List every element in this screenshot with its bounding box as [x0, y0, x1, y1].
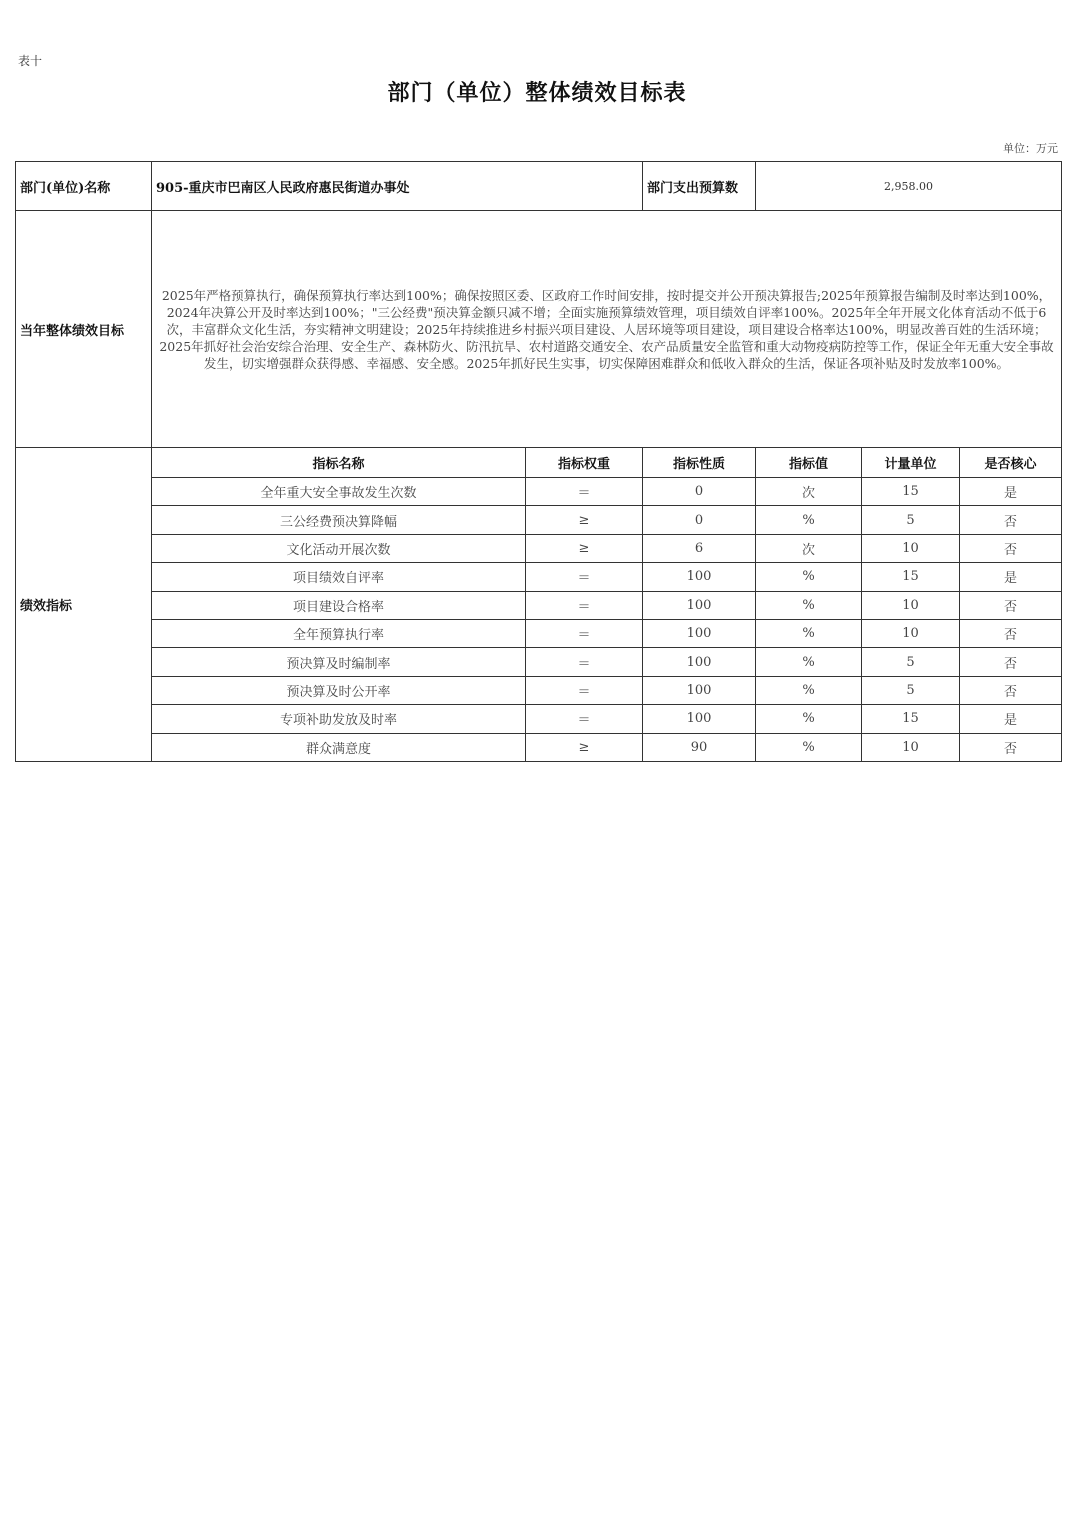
table-row [16, 591, 1062, 619]
nature-cell: 90 [643, 733, 756, 761]
budget-label: 部门支出预算数 [643, 162, 756, 211]
indicator-name-cell: 预决算及时编制率 [152, 648, 526, 676]
unit-cell: 5 [862, 676, 960, 704]
table-number-label: 表十 [18, 54, 43, 68]
annual-goal-label: 当年整体绩效目标 [16, 211, 152, 448]
value-cell: % [756, 676, 862, 704]
indicator-name-cell: 预决算及时公开率 [152, 676, 526, 704]
weight-cell: ＝ [526, 563, 643, 591]
performance-goal-table [15, 161, 1062, 762]
table-row [16, 534, 1062, 562]
table-row [16, 619, 1062, 647]
core-cell: 否 [960, 591, 1062, 619]
value-cell: % [756, 705, 862, 733]
unit-note: 单位：万元 [1003, 142, 1058, 155]
value-cell: % [756, 648, 862, 676]
table-row [16, 563, 1062, 591]
table-row [16, 478, 1062, 506]
nature-cell: 100 [643, 676, 756, 704]
nature-cell: 100 [643, 648, 756, 676]
table-row [16, 733, 1062, 761]
unit-header: 计量单位 [862, 448, 960, 478]
nature-cell: 100 [643, 619, 756, 647]
indicator-name-header: 指标名称 [152, 448, 526, 478]
table-row [16, 676, 1062, 704]
value-cell: % [756, 619, 862, 647]
unit-cell: 15 [862, 705, 960, 733]
annual-goal-row [16, 211, 1062, 448]
nature-cell: 100 [643, 705, 756, 733]
value-cell: % [756, 506, 862, 534]
indicator-name-cell: 文化活动开展次数 [152, 534, 526, 562]
weight-cell: ＝ [526, 619, 643, 647]
core-cell: 否 [960, 506, 1062, 534]
core-cell: 是 [960, 478, 1062, 506]
weight-cell: ＝ [526, 591, 643, 619]
unit-cell: 10 [862, 733, 960, 761]
table-row [16, 705, 1062, 733]
unit-cell: 15 [862, 563, 960, 591]
nature-cell: 100 [643, 563, 756, 591]
table-row [16, 506, 1062, 534]
weight-cell: ＝ [526, 705, 643, 733]
nature-cell: 6 [643, 534, 756, 562]
indicators-label: 绩效指标 [16, 448, 152, 762]
core-cell: 是 [960, 705, 1062, 733]
page-title: 部门（单位）整体绩效目标表 [387, 80, 687, 106]
core-cell: 否 [960, 676, 1062, 704]
dept-name-label: 部门(单位)名称 [16, 162, 152, 211]
department-row [16, 162, 1062, 211]
table-row [16, 648, 1062, 676]
value-cell: 次 [756, 534, 862, 562]
indicator-name-cell: 项目绩效自评率 [152, 563, 526, 591]
weight-header: 指标权重 [526, 448, 643, 478]
weight-cell: ＝ [526, 676, 643, 704]
core-cell: 否 [960, 733, 1062, 761]
indicator-name-cell: 全年重大安全事故发生次数 [152, 478, 526, 506]
nature-cell: 100 [643, 591, 756, 619]
value-cell: % [756, 563, 862, 591]
indicator-name-cell: 全年预算执行率 [152, 619, 526, 647]
unit-cell: 10 [862, 619, 960, 647]
budget-value: 2,958.00 [756, 162, 1062, 211]
indicator-name-cell: 三公经费预决算降幅 [152, 506, 526, 534]
core-header: 是否核心 [960, 448, 1062, 478]
indicator-name-cell: 项目建设合格率 [152, 591, 526, 619]
core-cell: 否 [960, 648, 1062, 676]
unit-cell: 10 [862, 534, 960, 562]
weight-cell: ≥ [526, 534, 643, 562]
weight-cell: ≥ [526, 506, 643, 534]
weight-cell: ≥ [526, 733, 643, 761]
value-cell: % [756, 733, 862, 761]
indicator-header-row [16, 448, 1062, 478]
nature-cell: 0 [643, 506, 756, 534]
unit-cell: 10 [862, 591, 960, 619]
value-header: 指标值 [756, 448, 862, 478]
nature-cell: 0 [643, 478, 756, 506]
core-cell: 否 [960, 619, 1062, 647]
core-cell: 是 [960, 563, 1062, 591]
dept-name-value: 905-重庆市巴南区人民政府惠民街道办事处 [152, 162, 643, 211]
indicator-name-cell: 专项补助发放及时率 [152, 705, 526, 733]
nature-header: 指标性质 [643, 448, 756, 478]
annual-goal-text: 2025年严格预算执行，确保预算执行率达到100%；确保按照区委、区政府工作时间安排，按时提交并公开预决算报告;2025年预算报告编制及时率达到100%，2024年决算公开及时率达到100%；"三公经费"预决算金额只减不增；全面实施预算绩效管理，项目绩效自评率100%。2025年全年开展文化体育活动不低于6次，丰富群众文化生活，夯实精神文明建设；2025年持续推进乡村振兴项目建设、人居环境等项目建设，项目建设合格率达100%，明显改善百姓的生活环境；2025年抓好社会治安综合治理、安全生产、森林防火、防汛抗旱、农村道路交通安全、农产品质量安全监管和重大动物疫病防控等工作，保证全年无重大安全事故发生，切实增强群众获得感、幸福感、安全感。2025年抓好民生实事，切实保障困难群众和低收入群众的生活，保证各项补贴及时发放率100%。 [152, 211, 1062, 448]
weight-cell: ＝ [526, 648, 643, 676]
unit-cell: 5 [862, 506, 960, 534]
value-cell: % [756, 591, 862, 619]
weight-cell: ＝ [526, 478, 643, 506]
unit-cell: 5 [862, 648, 960, 676]
indicator-name-cell: 群众满意度 [152, 733, 526, 761]
value-cell: 次 [756, 478, 862, 506]
unit-cell: 15 [862, 478, 960, 506]
core-cell: 否 [960, 534, 1062, 562]
